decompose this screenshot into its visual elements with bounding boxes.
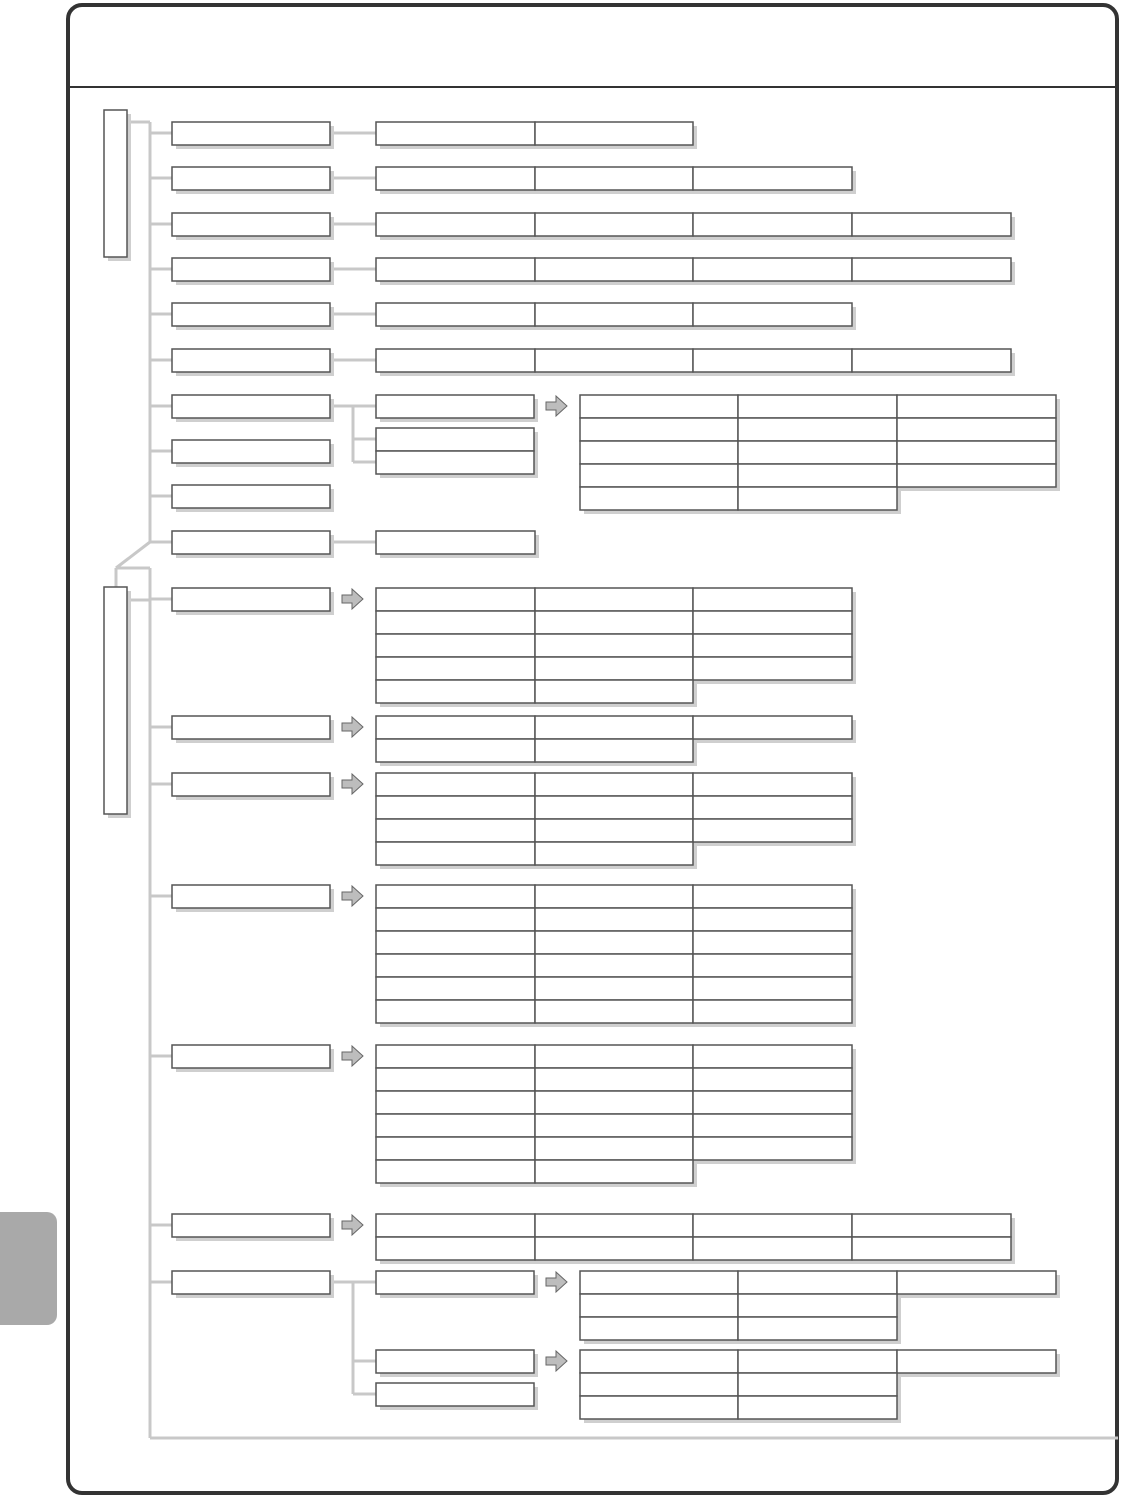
table-cell[interactable]	[580, 395, 738, 418]
setting-item-g2-6[interactable]	[172, 1214, 334, 1241]
table-cell[interactable]	[897, 441, 1056, 464]
table-cell[interactable]	[852, 349, 1011, 372]
table-row	[376, 1000, 852, 1023]
table-row	[580, 464, 1056, 487]
options-table-g2-3	[376, 773, 856, 869]
table-row	[376, 716, 852, 739]
table-cell[interactable]	[693, 1114, 852, 1137]
sub-item-g2-1-outline	[376, 1271, 534, 1294]
table-cell[interactable]	[376, 908, 535, 931]
detail-table-g2-2	[580, 1350, 1060, 1423]
table-cell[interactable]	[535, 977, 693, 1000]
table-cell[interactable]	[376, 167, 535, 190]
setting-item-g2-4[interactable]	[172, 885, 334, 912]
detail-table-g2-1	[580, 1271, 1060, 1344]
table-cell[interactable]	[738, 487, 897, 510]
table-cell[interactable]	[693, 1000, 852, 1023]
sub-item-g2-3[interactable]	[376, 1383, 538, 1410]
setting-item-g1-8-outline	[172, 440, 330, 463]
table-cell[interactable]	[535, 1137, 693, 1160]
table-cell[interactable]	[535, 716, 693, 739]
table-cell[interactable]	[535, 634, 693, 657]
setting-item-g2-1-outline	[172, 588, 330, 611]
sub-item-g2-2[interactable]	[376, 1350, 538, 1377]
setting-item-g1-1-outline	[172, 122, 330, 145]
table-cell[interactable]	[376, 931, 535, 954]
table-cell[interactable]	[693, 588, 852, 611]
table-cell[interactable]	[580, 1317, 738, 1340]
table-cell[interactable]	[693, 1237, 852, 1260]
table-row	[580, 418, 1056, 441]
table-row	[376, 680, 693, 703]
table-cell[interactable]	[897, 418, 1056, 441]
table-cell[interactable]	[897, 1271, 1056, 1294]
table-cell[interactable]	[376, 680, 535, 703]
table-cell[interactable]	[535, 819, 693, 842]
sub-item-g2-1[interactable]	[376, 1271, 538, 1298]
table-cell[interactable]	[376, 842, 535, 865]
table-cell[interactable]	[852, 1237, 1011, 1260]
table-row	[376, 796, 852, 819]
table-row	[376, 1237, 1011, 1260]
sub-item-g1-1[interactable]	[376, 395, 538, 422]
table-cell[interactable]	[535, 954, 693, 977]
table-cell[interactable]	[376, 634, 535, 657]
table-cell[interactable]	[580, 487, 738, 510]
table-row	[376, 588, 852, 611]
right-arrow-icon	[546, 1351, 567, 1371]
table-cell[interactable]	[376, 819, 535, 842]
table-row	[376, 739, 693, 762]
table-cell[interactable]	[738, 1350, 897, 1373]
table-cell[interactable]	[693, 349, 852, 372]
table-cell[interactable]	[852, 258, 1011, 281]
table-cell[interactable]	[738, 464, 897, 487]
setting-item-g1-9[interactable]	[172, 485, 334, 512]
setting-item-g1-2-outline	[172, 167, 330, 190]
table-cell[interactable]	[738, 1396, 897, 1419]
value-row-g1-10	[376, 531, 539, 558]
table-cell[interactable]	[535, 842, 693, 865]
table-row	[580, 441, 1056, 464]
setting-item-g2-4-outline	[172, 885, 330, 908]
sub-item-g1-2-outline	[376, 428, 534, 451]
setting-item-g1-5-outline	[172, 303, 330, 326]
table-row	[376, 213, 1011, 236]
table-cell[interactable]	[376, 1160, 535, 1183]
table-cell[interactable]	[693, 908, 852, 931]
right-arrow-icon	[546, 1272, 567, 1292]
table-cell[interactable]	[693, 931, 852, 954]
table-row	[376, 122, 693, 145]
table-row	[580, 487, 897, 510]
table-cell[interactable]	[376, 796, 535, 819]
table-cell[interactable]	[535, 796, 693, 819]
value-row-g1-2	[376, 167, 856, 194]
table-cell[interactable]	[376, 349, 535, 372]
setting-item-g1-4-outline	[172, 258, 330, 281]
sub-item-g1-3-outline	[376, 451, 534, 474]
table-cell[interactable]	[535, 611, 693, 634]
table-row	[376, 1068, 852, 1091]
setting-item-g1-3-outline	[172, 213, 330, 236]
table-row	[580, 1396, 897, 1419]
setting-item-g2-5[interactable]	[172, 1045, 334, 1072]
table-row	[376, 885, 852, 908]
table-cell[interactable]	[693, 1214, 852, 1237]
table-row	[376, 977, 852, 1000]
table-row	[580, 1271, 1056, 1294]
table-cell[interactable]	[535, 931, 693, 954]
table-cell[interactable]	[897, 395, 1056, 418]
table-cell[interactable]	[535, 1000, 693, 1023]
table-cell[interactable]	[580, 1373, 738, 1396]
table-row	[376, 908, 852, 931]
table-cell[interactable]	[376, 588, 535, 611]
setting-item-g1-3[interactable]	[172, 213, 334, 240]
right-arrow-icon	[342, 886, 363, 906]
table-cell[interactable]	[693, 796, 852, 819]
table-cell[interactable]	[693, 657, 852, 680]
table-cell[interactable]	[897, 1350, 1056, 1373]
table-cell[interactable]	[376, 1000, 535, 1023]
table-row	[376, 611, 852, 634]
table-cell[interactable]	[693, 954, 852, 977]
table-cell[interactable]	[693, 977, 852, 1000]
boxes	[104, 110, 1060, 1423]
table-cell[interactable]	[376, 213, 535, 236]
table-row	[580, 1373, 897, 1396]
table-cell[interactable]	[376, 1091, 535, 1114]
table-cell[interactable]	[376, 716, 535, 739]
table-row	[376, 1091, 852, 1114]
value-row-g1-5	[376, 303, 856, 330]
table-cell[interactable]	[535, 1160, 693, 1183]
table-cell[interactable]	[376, 611, 535, 634]
table-cell[interactable]	[535, 1091, 693, 1114]
setting-item-g1-7[interactable]	[172, 395, 334, 422]
table-cell[interactable]	[738, 1271, 897, 1294]
right-arrow-icon	[342, 1215, 363, 1235]
table-cell[interactable]	[693, 1137, 852, 1160]
table-cell[interactable]	[693, 773, 852, 796]
table-row	[376, 657, 852, 680]
table-row	[376, 954, 852, 977]
table-row	[376, 1045, 852, 1068]
setting-item-g1-2[interactable]	[172, 167, 334, 194]
value-row-g1-3	[376, 213, 1015, 240]
table-cell[interactable]	[580, 418, 738, 441]
table-cell[interactable]	[535, 1214, 693, 1237]
table-cell[interactable]	[376, 885, 535, 908]
table-row	[376, 349, 1011, 372]
value-row-g1-4	[376, 258, 1015, 285]
table-cell[interactable]	[376, 1214, 535, 1237]
table-cell[interactable]	[693, 1068, 852, 1091]
table-cell[interactable]	[376, 122, 535, 145]
options-table-g2-6	[376, 1214, 1015, 1264]
table-row	[376, 819, 852, 842]
table-cell[interactable]	[738, 395, 897, 418]
setting-item-g2-5-outline	[172, 1045, 330, 1068]
table-cell[interactable]	[535, 167, 693, 190]
options-table-g2-2	[376, 716, 856, 766]
group1-link	[116, 542, 150, 568]
table-row	[376, 303, 852, 326]
right-arrow-icon	[342, 1046, 363, 1066]
table-cell[interactable]	[580, 1396, 738, 1419]
table-cell[interactable]	[535, 258, 693, 281]
table-cell[interactable]	[535, 349, 693, 372]
setting-item-g1-4[interactable]	[172, 258, 334, 285]
table-cell[interactable]	[580, 1294, 738, 1317]
setting-item-g1-1[interactable]	[172, 122, 334, 149]
options-table-g2-1	[376, 588, 856, 707]
table-cell[interactable]	[580, 1271, 738, 1294]
table-cell[interactable]	[535, 1045, 693, 1068]
setting-item-g2-3-outline	[172, 773, 330, 796]
table-cell[interactable]	[693, 1045, 852, 1068]
table-row	[376, 842, 693, 865]
table-cell[interactable]	[693, 885, 852, 908]
setting-item-g1-7-outline	[172, 395, 330, 418]
table-row	[376, 1160, 693, 1183]
table-row	[580, 1350, 1056, 1373]
table-row	[580, 395, 1056, 418]
group-box-1[interactable]	[104, 110, 131, 261]
table-cell[interactable]	[852, 213, 1011, 236]
table-cell[interactable]	[376, 1237, 535, 1260]
group-box-1-outline	[104, 110, 127, 257]
table-cell[interactable]	[693, 167, 852, 190]
table-cell[interactable]	[535, 588, 693, 611]
setting-item-g2-6-outline	[172, 1214, 330, 1237]
table-cell[interactable]	[693, 716, 852, 739]
table-cell[interactable]	[535, 773, 693, 796]
table-row	[376, 531, 535, 554]
group-box-2-outline	[104, 587, 127, 814]
setting-item-g2-2-outline	[172, 716, 330, 739]
sub-item-g2-2-outline	[376, 1350, 534, 1373]
table-cell[interactable]	[376, 258, 535, 281]
sub-item-g1-1-outline	[376, 395, 534, 418]
detail-table-g1-1	[580, 395, 1060, 514]
table-cell[interactable]	[897, 464, 1056, 487]
table-cell[interactable]	[376, 773, 535, 796]
table-cell[interactable]	[693, 611, 852, 634]
table-cell[interactable]	[580, 1350, 738, 1373]
options-table-g2-4	[376, 885, 856, 1027]
table-row	[376, 167, 852, 190]
table-cell[interactable]	[376, 1114, 535, 1137]
setting-item-g1-6[interactable]	[172, 349, 334, 376]
table-cell[interactable]	[535, 739, 693, 762]
table-cell[interactable]	[738, 418, 897, 441]
group-box-2[interactable]	[104, 587, 131, 818]
table-cell[interactable]	[535, 680, 693, 703]
setting-item-g2-7-outline	[172, 1271, 330, 1294]
table-row	[376, 1137, 852, 1160]
table-cell[interactable]	[376, 1045, 535, 1068]
right-arrow-icon	[342, 717, 363, 737]
setting-item-g1-6-outline	[172, 349, 330, 372]
table-cell[interactable]	[580, 441, 738, 464]
table-cell[interactable]	[693, 819, 852, 842]
table-cell[interactable]	[376, 954, 535, 977]
right-arrow-icon	[546, 396, 567, 416]
setting-item-g1-8[interactable]	[172, 440, 334, 467]
table-cell[interactable]	[376, 1137, 535, 1160]
sub-item-g2-3-outline	[376, 1383, 534, 1406]
table-row	[376, 931, 852, 954]
table-row	[376, 773, 852, 796]
sub-item-g1-3[interactable]	[376, 451, 538, 478]
setting-item-g2-7[interactable]	[172, 1271, 334, 1298]
setting-item-g2-1[interactable]	[172, 588, 334, 615]
table-cell[interactable]	[738, 441, 897, 464]
table-cell[interactable]	[376, 1068, 535, 1091]
table-row	[376, 634, 852, 657]
table-row	[580, 1294, 897, 1317]
value-row-g1-1	[376, 122, 697, 149]
table-cell[interactable]	[738, 1373, 897, 1396]
table-cell[interactable]	[376, 739, 535, 762]
setting-item-g1-10[interactable]	[172, 531, 334, 558]
table-cell[interactable]	[535, 1114, 693, 1137]
table-cell[interactable]	[535, 1237, 693, 1260]
setting-item-g1-9-outline	[172, 485, 330, 508]
table-cell[interactable]	[376, 303, 535, 326]
table-cell[interactable]	[693, 303, 852, 326]
right-arrow-icon	[342, 589, 363, 609]
table-cell[interactable]	[535, 1068, 693, 1091]
table-cell[interactable]	[693, 634, 852, 657]
table-cell[interactable]	[693, 258, 852, 281]
table-cell[interactable]	[376, 531, 535, 554]
setting-item-g1-5[interactable]	[172, 303, 334, 330]
table-row	[376, 258, 1011, 281]
table-row	[376, 1214, 1011, 1237]
setting-item-g2-3[interactable]	[172, 773, 334, 800]
right-arrow-icon	[342, 774, 363, 794]
table-cell[interactable]	[738, 1317, 897, 1340]
table-cell[interactable]	[738, 1294, 897, 1317]
table-cell[interactable]	[535, 657, 693, 680]
table-cell[interactable]	[693, 213, 852, 236]
table-cell[interactable]	[535, 303, 693, 326]
table-cell[interactable]	[580, 464, 738, 487]
setting-item-g2-2[interactable]	[172, 716, 334, 743]
table-cell[interactable]	[376, 657, 535, 680]
table-cell[interactable]	[535, 908, 693, 931]
value-row-g1-6	[376, 349, 1015, 376]
table-row	[376, 1114, 852, 1137]
setting-item-g1-10-outline	[172, 531, 330, 554]
table-cell[interactable]	[693, 1091, 852, 1114]
table-cell[interactable]	[376, 977, 535, 1000]
options-table-g2-5	[376, 1045, 856, 1187]
table-row	[580, 1317, 897, 1340]
table-cell[interactable]	[852, 1214, 1011, 1237]
table-cell[interactable]	[535, 885, 693, 908]
table-cell[interactable]	[535, 213, 693, 236]
table-cell[interactable]	[535, 122, 693, 145]
